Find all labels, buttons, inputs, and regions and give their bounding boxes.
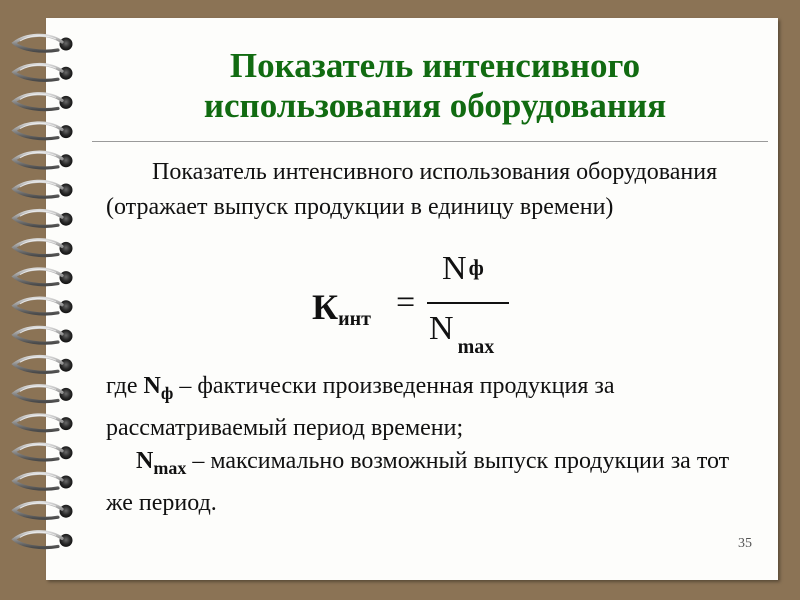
spiral-ring	[14, 152, 73, 168]
spiral-ring	[14, 65, 73, 81]
formula-lhs-subscript: инт	[338, 308, 371, 330]
formula-denominator: N $_{max}$	[429, 310, 495, 358]
spiral-ring	[14, 357, 73, 373]
nf-symbol: $N_ф$	[143, 373, 174, 403]
formula-fraction-bar	[427, 302, 509, 304]
spiral-ring	[14, 473, 73, 489]
spiral-ring	[14, 444, 73, 460]
spiral-ring	[14, 35, 73, 51]
spiral-ring	[14, 211, 73, 227]
formula-denominator-subscript: max	[457, 336, 495, 358]
formula-numerator: $N_ф$	[442, 250, 484, 287]
intro-paragraph: Показатель интенсивного использования оборудования (отражает выпуск продукции в единицу времени)	[106, 159, 718, 220]
spiral-ring	[14, 386, 73, 402]
spiral-ring	[14, 94, 73, 110]
spiral-ring	[14, 269, 73, 285]
title-line-2: использования оборудования	[203, 86, 667, 125]
where-prefix: где	[106, 373, 144, 399]
definition-nmax	[106, 444, 746, 521]
title-line-1: Показатель интенсивного	[229, 46, 641, 85]
spiral-ring	[14, 503, 73, 519]
spiral-binding-icon	[0, 0, 90, 600]
formula-equals: =	[396, 284, 416, 321]
nmax-symbol: $N_{max}$	[136, 448, 187, 478]
spiral-ring	[14, 123, 73, 139]
spiral-ring	[14, 532, 73, 548]
page-number: 35	[738, 536, 752, 551]
spiral-ring	[14, 240, 73, 256]
spiral-ring	[14, 327, 73, 343]
formula	[312, 250, 532, 362]
nmax-description: – максимально возможный выпуск продукции за тот же период.	[106, 448, 730, 516]
definition-nf	[106, 369, 766, 446]
formula-lhs: $К_{инт}$	[312, 287, 371, 330]
slide-title	[90, 46, 780, 126]
nf-description: – фактически произведенная продукция за рассматриваемый период времени;	[106, 373, 615, 441]
formula-numerator-subscript: ф	[468, 255, 484, 280]
title-divider	[92, 141, 768, 142]
spiral-ring	[14, 298, 73, 314]
spiral-ring	[14, 415, 73, 431]
spiral-ring	[14, 181, 73, 197]
